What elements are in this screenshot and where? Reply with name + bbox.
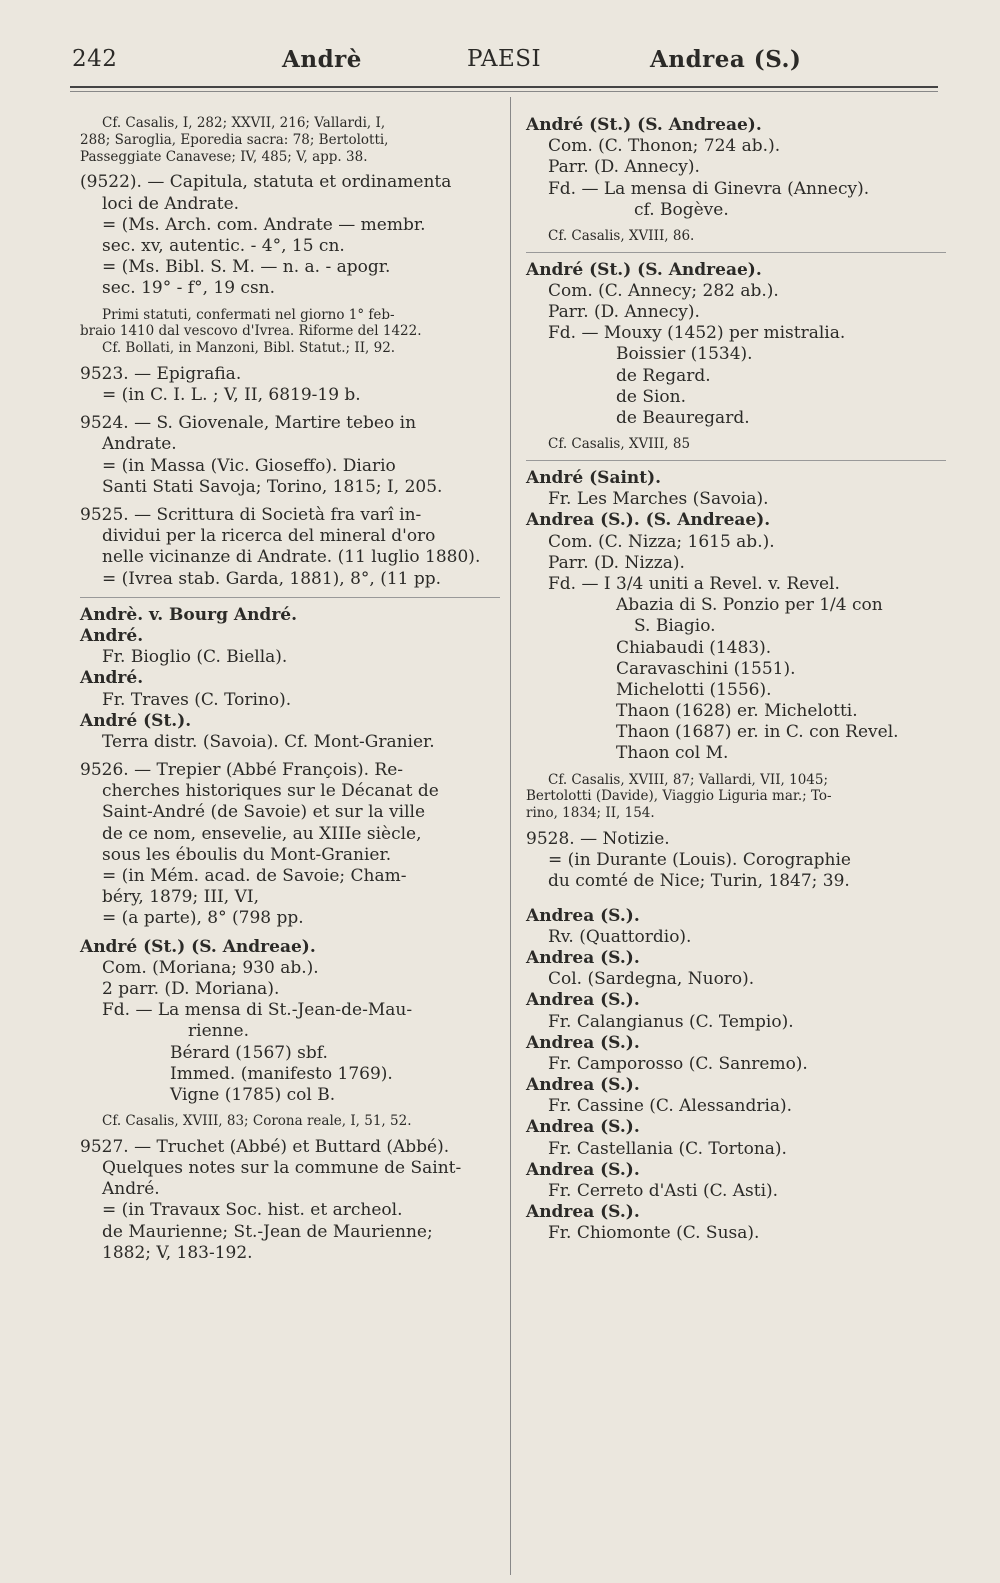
text-line: de ce nom, ensevelie, au XIIIe siècle, <box>102 823 422 844</box>
text-line: Thaon (1628) er. Michelotti. <box>616 701 858 722</box>
spacer <box>80 753 500 760</box>
entry-heading: André (St.) (S. Andreae). <box>526 115 762 135</box>
text-line: dividui per la ricerca del mineral d'oro <box>102 526 436 547</box>
text-line: Chiabaudi (1483). <box>616 637 772 658</box>
text-line: 9527. — Truchet (Abbé) et Buttard (Abbé). <box>80 1136 450 1157</box>
text-line: Parr. (D. Annecy). <box>548 157 700 178</box>
spacer <box>80 357 500 364</box>
right-column <box>526 115 946 1245</box>
entry-heading: Andrea (S.). <box>526 1032 640 1053</box>
text-line: Thaon (1687) er. in C. con Revel. <box>616 722 899 743</box>
text-line: Immed. (manifesto 1769). <box>170 1063 393 1084</box>
entry-separator <box>526 460 946 461</box>
text-line: Caravaschini (1551). <box>616 658 796 679</box>
text-line: André. <box>102 1179 160 1200</box>
entry-heading: André. <box>80 625 144 646</box>
text-line: Bérard (1567) sbf. <box>170 1042 328 1063</box>
entry-heading: Andrea (S.). <box>526 1117 640 1138</box>
text-line: Terra distr. (Savoia). Cf. Mont-Granier. <box>102 731 435 752</box>
entry-heading: Andrea (S.). <box>526 1075 640 1096</box>
left-column <box>80 115 500 1264</box>
text-line: Parr. (D. Annecy). <box>548 302 700 323</box>
text-line: Santi Stati Savoja; Torino, 1815; I, 205. <box>102 476 443 497</box>
text-line: = (Ivrea stab. Garda, 1881), 8°, (11 pp. <box>102 568 442 589</box>
text-line: 1882; V, 183-192. <box>102 1242 253 1263</box>
text-line: = (Ms. Bibl. S. M. — n. a. - apogr. <box>102 257 391 278</box>
citation-line: Cf. Casalis, I, 282; XXVII, 216; Vallardi, I, <box>102 115 386 131</box>
spacer <box>526 429 946 436</box>
text-line: Com. (C. Thonon; 724 ab.). <box>548 136 781 157</box>
text-line: = (a parte), 8° (798 pp. <box>102 908 304 929</box>
text-line: du comté de Nice; Turin, 1847; 39. <box>548 871 850 892</box>
entry-heading: Andrea (S.). <box>526 1159 640 1180</box>
text-line: Fd. — La mensa di Ginevra (Annecy). <box>548 178 870 199</box>
text-line: Fr. Cerreto d'Asti (C. Asti). <box>548 1181 779 1202</box>
text-line: Saint-André (de Savoie) et sur la ville <box>102 802 426 823</box>
page-number: 242 <box>72 46 118 72</box>
text-line: sec. 19° - f°, 19 csn. <box>102 278 276 299</box>
text-line: = (in Durante (Louis). Corographie <box>548 850 851 871</box>
spacer <box>526 765 946 772</box>
spacer <box>526 822 946 829</box>
citation-line: Cf. Bollati, in Manzoni, Bibl. Statut.; II, 92. <box>102 340 396 357</box>
entry-heading: André (Saint). <box>526 468 662 489</box>
text-line: Fd. — Mouxy (1452) per mistralia. <box>548 323 846 344</box>
entry-heading: André (St.) (S. Andreae). <box>80 936 316 957</box>
citation-line: Cf. Casalis, XVIII, 87; Vallardi, VII, 1045; <box>548 771 829 788</box>
text-line: Vigne (1785) col B. <box>170 1084 336 1105</box>
spacer <box>526 221 946 228</box>
entry-heading: Andrè. v. Bourg André. <box>80 604 298 625</box>
citation-line: rino, 1834; II, 154. <box>526 805 655 822</box>
text-line: de Sion. <box>616 386 687 407</box>
text-line: (9522). — Capitula, statuta et ordinamenta <box>80 172 452 193</box>
spacer <box>80 165 500 172</box>
citation-line: Cf. Casalis, XVIII, 85 <box>548 436 691 453</box>
text-line: Fd. — La mensa di St.-Jean-de-Mau- <box>102 1000 413 1021</box>
text-line: Parr. (D. Nizza). <box>548 552 685 573</box>
text-line: Fr. Chiomonte (C. Susa). <box>548 1223 760 1244</box>
text-line: de Regard. <box>616 365 711 386</box>
text-line: 9523. — Epigrafia. <box>80 363 242 384</box>
spacer <box>526 893 946 906</box>
text-line: Boissier (1534). <box>616 344 753 365</box>
text-line: 2 parr. (D. Moriana). <box>102 978 280 999</box>
citation-line: Cf. Casalis, XVIII, 86. <box>548 227 695 244</box>
text-line: Fr. Bioglio (C. Biella). <box>102 647 288 668</box>
text-line: Fr. Les Marches (Savoia). <box>548 489 769 510</box>
spacer <box>80 930 500 937</box>
text-line: Fr. Calangianus (C. Tempio). <box>548 1011 794 1032</box>
header-rule <box>70 86 938 88</box>
entry-heading: Andrea (S.). <box>526 947 640 968</box>
entry-heading: Andrea (S.). <box>526 905 640 926</box>
text-line: Col. (Sardegna, Nuoro). <box>548 969 755 990</box>
citation-line: 288; Saroglia, Eporedia sacra: 78; Bertolotti, <box>80 131 389 148</box>
citation-line: Passeggiate Canavese; IV, 485; V, app. 38. <box>80 148 368 165</box>
text-line: Fr. Traves (C. Torino). <box>102 689 292 710</box>
text-line: sous les éboulis du Mont-Granier. <box>102 844 392 865</box>
text-line: cherches historiques sur le Décanat de <box>102 781 439 802</box>
text-line: Com. (C. Nizza; 1615 ab.). <box>548 531 775 552</box>
text-line: S. Biagio. <box>634 616 716 637</box>
spacer <box>80 498 500 505</box>
citation-line: Cf. Casalis, XVIII, 83; Corona reale, I, 51, 52. <box>102 1113 412 1130</box>
text-line: Fd. — I 3/4 uniti a Revel. v. Revel. <box>548 573 840 594</box>
text-line: Fr. Camporosso (C. Sanremo). <box>548 1053 808 1074</box>
text-line: loci de Andrate. <box>102 193 240 214</box>
text-line: de Beauregard. <box>616 408 750 429</box>
text-line: de Maurienne; St.-Jean de Maurienne; <box>102 1221 433 1242</box>
text-line: 9528. — Notizie. <box>526 829 670 850</box>
spacer <box>80 406 500 413</box>
entry-heading: Andrea (S.). <box>526 990 640 1011</box>
text-line: 9526. — Trepier (Abbé François). Re- <box>80 760 404 781</box>
text-line: = (in C. I. L. ; V, II, 6819-19 b. <box>102 385 361 406</box>
entry-heading: Andrea (S.). <box>526 1202 640 1223</box>
text-line: Andrate. <box>102 434 177 455</box>
header-section-title: PAESI <box>467 46 542 72</box>
header-left-word: Andrè <box>282 46 362 73</box>
text-line: béry, 1879; III, VI, <box>102 887 259 908</box>
text-line: Fr. Castellania (C. Tortona). <box>548 1138 787 1159</box>
text-line: = (Ms. Arch. com. Andrate — membr. <box>102 214 426 235</box>
entry-heading: André (St.). <box>80 710 192 731</box>
entry-separator <box>80 597 500 598</box>
column-divider <box>510 97 511 1575</box>
text-line: Thaon col M. <box>616 743 729 764</box>
text-line: = (in Mém. acad. de Savoie; Cham- <box>102 866 407 887</box>
text-line: = (in Massa (Vic. Gioseffo). Diario <box>102 455 396 476</box>
text-line: 9524. — S. Giovenale, Martire tebeo in <box>80 413 417 434</box>
entry-heading: Andrea (S.). (S. Andreae). <box>526 510 771 531</box>
spacer <box>80 300 500 307</box>
text-line: Com. (Moriana; 930 ab.). <box>102 957 319 978</box>
header-right-word: Andrea (S.) <box>650 46 802 73</box>
header-rule-thin <box>70 91 938 92</box>
text-line: Michelotti (1556). <box>616 679 772 700</box>
text-line: Com. (C. Annecy; 282 ab.). <box>548 280 779 301</box>
text-line: rienne. <box>188 1021 249 1042</box>
citation-line: braio 1410 dal vescovo d'Ivrea. Riforme del 1422. <box>80 323 422 340</box>
entry-heading: André (St.) (S. Andreae). <box>526 259 762 280</box>
text-line: cf. Bogève. <box>634 199 729 220</box>
entry-separator <box>526 252 946 253</box>
text-line: Rv. (Quattordio). <box>548 926 692 947</box>
spacer <box>80 1106 500 1113</box>
entry-heading: André. <box>80 668 144 689</box>
text-line: Fr. Cassine (C. Alessandria). <box>548 1096 793 1117</box>
text-line: = (in Travaux Soc. hist. et archeol. <box>102 1200 403 1221</box>
text-line: nelle vicinanze di Andrate. (11 luglio 1880). <box>102 547 481 568</box>
citation-line: Bertolotti (Davide), Viaggio Liguria mar.; To- <box>526 788 832 805</box>
spacer <box>80 1130 500 1137</box>
text-line: 9525. — Scrittura di Società fra varî in- <box>80 505 422 526</box>
text-line: Abazia di S. Ponzio per 1/4 con <box>616 595 883 616</box>
citation-line: Primi statuti, confermati nel giorno 1° feb- <box>102 306 395 323</box>
text-line: sec. xv, autentic. - 4°, 15 cn. <box>102 235 345 256</box>
text-line: Quelques notes sur la commune de Saint- <box>102 1158 462 1179</box>
